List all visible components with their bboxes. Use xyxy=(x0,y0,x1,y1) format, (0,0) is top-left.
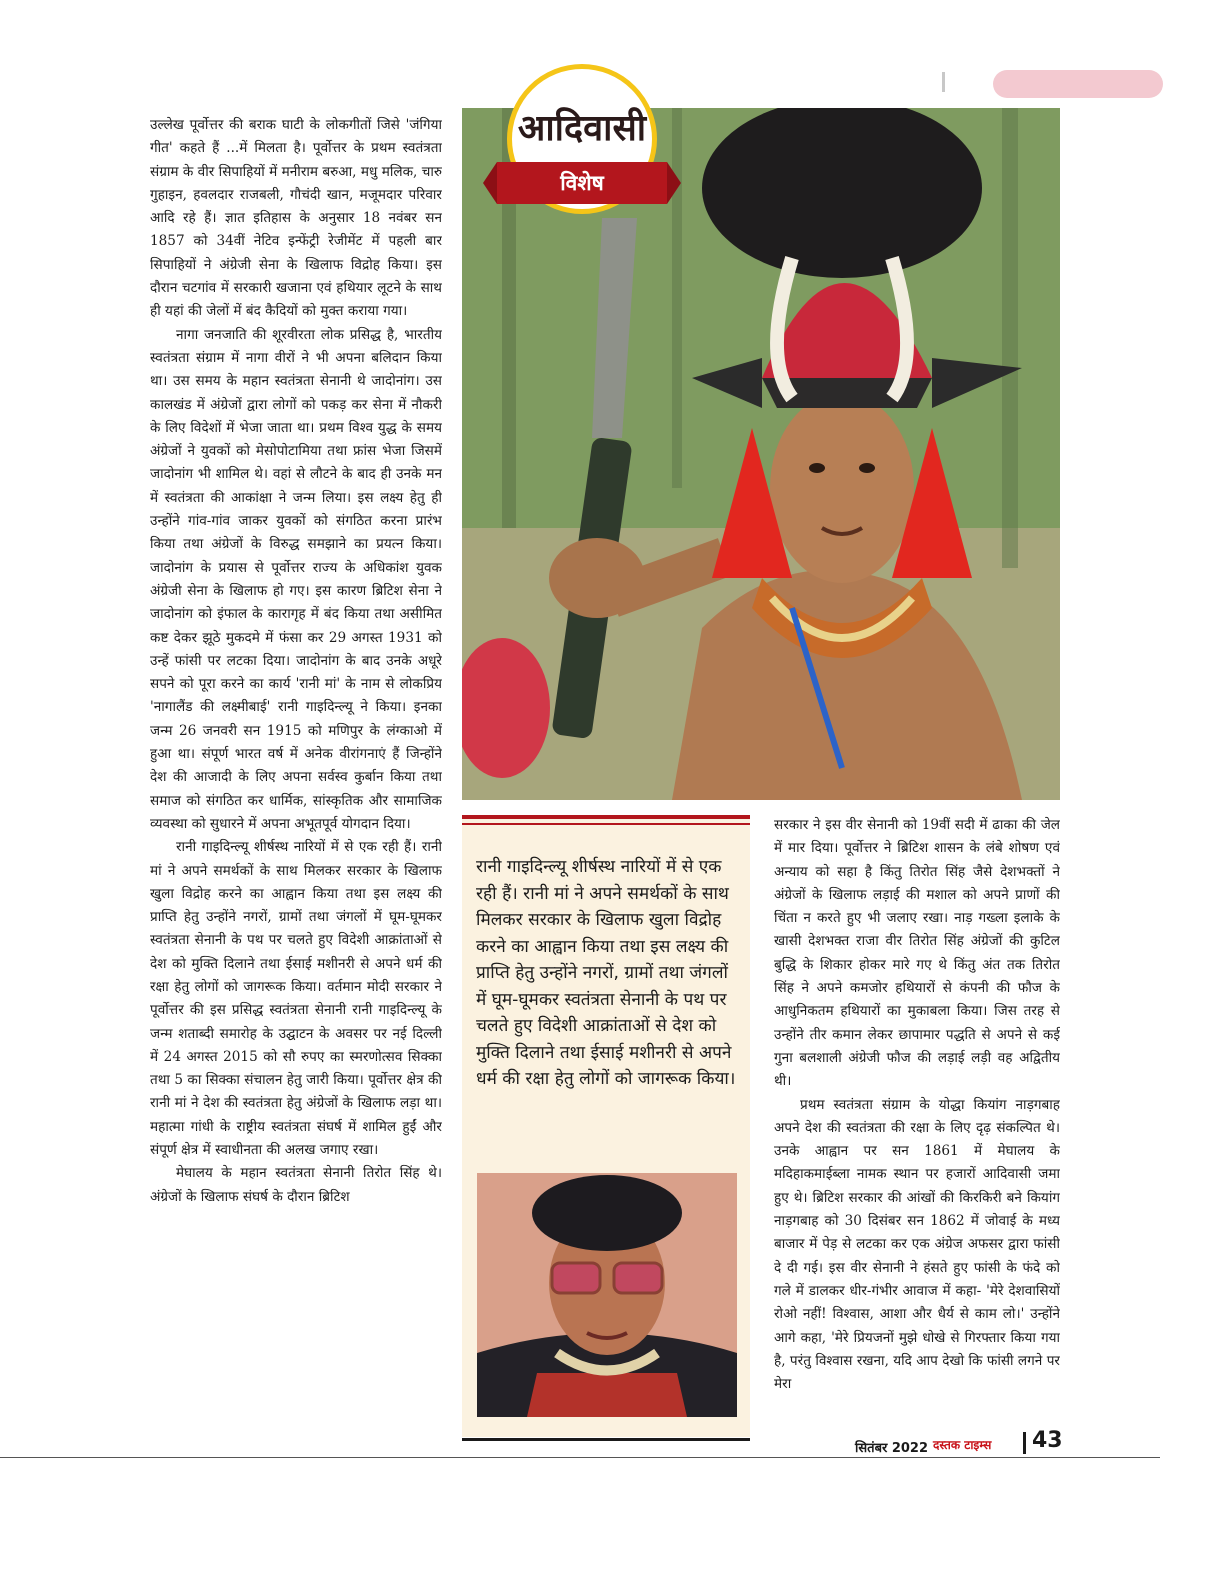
footer-publication-name: दस्तक टाइम्स xyxy=(933,1438,992,1452)
portrait-rani-gaidinliu xyxy=(477,1173,737,1417)
pull-quote-rule xyxy=(462,823,750,825)
article-paragraph: रानी गाइदिन्ल्यू शीर्षस्थ नारियों में से एक रही हैं। रानी मां ने अपने समर्थकों के साथ मिलकर सरकार के खिलाफ खुला विद्रोह करने का आह्वान किया तथा इस लक्ष्य की प्राप्ति हेतु उन्होंने नगरों, ग्रामों तथा जंगलों में घूम-घूमकर स्वतंत्रता सेनानी के पथ पर चलते हुए विदेशी आक्रांताओं से देश को मुक्ति दिलाने तथा ईसाई मशीनरी से अपने धर्म की रक्षा हेतु लोगों को जागरूक किया। वर्तमान मोदी सरकार ने पूर्वोत्तर की इस प्रसिद्ध स्वतंत्रता सेनानी रानी गाइदिन्ल्यू के जन्म शताब्दी समारोह के उद्घाटन के अवसर पर नई दिल्ली में 24 अगस्त 2015 को सौ रुपए का स्मरणोत्सव सिक्का तथा 5 का सिक्का संचालन हेतु जारी किया। पूर्वोत्तर क्षेत्र की रानी मां ने देश की स्वतंत्रता हेतु अंग्रेजों के खिलाफ लड़ा था। महात्मा गांधी के राष्ट्रीय स्वतंत्रता संघर्ष में शामिल हुईं और संपूर्ण क्षेत्र में स्वाधीनता की अलख जगाए रखा। xyxy=(150,839,442,1159)
article-column-right xyxy=(774,814,1060,1446)
section-badge-ribbon: विशेष xyxy=(497,162,667,204)
article-paragraph: नागा जनजाति की शूरवीरता लोक प्रसिद्ध है, भारतीय स्वतंत्रता संग्राम में नागा वीरों ने भी अपना बलिदान किया था। उस समय के महान स्वतंत्रता सेनानी थे जादोनांग। उस कालखंड में अंग्रेजों द्वारा लोगों को पकड़ कर सेना में नौकरी के लिए विदेशों में भेजा जाता था। प्रथम विश्व युद्ध के समय अंग्रेजों ने युवकों को मेसोपोटामिया तथा फ्रांस भेजा जिसमें जादोनांग भी शामिल थे। वहां से लौटने के बाद ही उनके मन में स्वतंत्रता की आकांक्षा ने जन्म लिया। इस लक्ष्य हेतु ही उन्होंने गांव-गांव जाकर युवकों को संगठित करना प्रारंभ किया तथा अंग्रेजों के विरुद्ध समझाने का प्रयत्न किया। जादोनांग के प्रयास से पूर्वोत्तर राज्य के अधिकांश युवक अंग्रेजी सेना के खिलाफ हो गए। इस कारण ब्रिटिश सेना ने जादोनांग को इंफाल के कारागृह में बंद किया तथा असीमित कष्ट देकर झूठे मुकदमे में फंसा कर 29 अगस्त 1931 को उन्हें फांसी पर लटका दिया। जादोनांग के बाद उनके अधूरे सपने को पूरा करने का कार्य 'रानी मां' के नाम से लोकप्रिय 'नागालैंड की लक्ष्मीबाई' रानी गाइदिन्ल्यू ने किया। इनका जन्म 26 जनवरी सन 1915 को मणिपुर के लंग्काओ में हुआ था। संपूर्ण भारत वर्ष में अनेक वीरांगनाएं हैं जिन्होंने देश की आजादी के लिए अपना सर्वस्व कुर्बान किया तथा समाज को संगठित कर धार्मिक, सांस्कृतिक और सामाजिक व्यवस्था को सुधारने में अपना अभूतपूर्व योगदान दिया। xyxy=(150,326,442,832)
article-paragraph: प्रथम स्वतंत्रता संग्राम के योद्धा कियांग नाड़गबाह अपने देश की स्वतंत्रता की रक्षा के लिए दृढ़ संकल्पित थे। उनके आह्वान पर सन 1861 में मेघालय के मदिहाकमाईब्ला नामक स्थान पर हजारों आदिवासी जमा हुए थे। ब्रिटिश सरकार की आंखों की किरकिरी बने कियांग नाड़गबाह को 30 दिसंबर सन 1862 में जोवाई के मध्य बाजार में पेड़ से लटका कर एक अंग्रेज अफसर द्वारा फांसी दे दी गई। इस वीर सेनानी ने हंसते हुए फांसी के फंदे को गले में डालकर धीर-गंभीर आवाज में कहा- 'मेरे देशवासियों रोओ नहीं! विश्वास, आशा और धैर्य से काम लो।' उन्होंने आगे कहा, 'मेरे प्रियजनों मुझे धोखे से गिरफ्तार किया गया है, परंतु विश्वास रखना, यदि आप देखो कि फांसी लगने पर मेरा xyxy=(774,1096,1060,1393)
article-paragraph: उल्लेख पूर्वोत्तर की बराक घाटी के लोकगीतों जिसे 'जंगिया गीत' कहते हैं ...में मिलता है। पूर्वोत्तर के प्रथम स्वतंत्रता संग्राम के वीर सिपाहियों में मनीराम बरुआ, मधु मलिक, चारु गुहाइन, हवलदार राजबली, गौचंदी खान, मजूमदार परिवार आदि रहे हैं। ज्ञात इतिहास के अनुसार 18 नवंबर सन 1857 को 34वीं नेटिव इन्फेंट्री रेजीमेंट में पहली बार सिपाहियों ने अंग्रेजी सेना के खिलाफ विद्रोह किया। इस दौरान चटगांव में सरकारी खजाना एवं हथियार लूटने के साथ ही यहां की जेलों में बंद कैदियों को मुक्त कराया गया। xyxy=(150,117,442,320)
footer-separator xyxy=(1023,1432,1026,1454)
section-tab xyxy=(993,70,1163,98)
pull-quote-rule xyxy=(462,815,750,819)
footer-issue-date: सितंबर 2022 xyxy=(855,1441,929,1456)
pull-quote-text: रानी गाइदिन्ल्यू शीर्षस्थ नारियों में से एक रही हैं। रानी मां ने अपने समर्थकों के साथ मिलकर सरकार के खिलाफ खुला विद्रोह करने का आह्वान किया तथा इस लक्ष्य की प्राप्ति हेतु उन्होंने नगरों, ग्रामों तथा जंगलों में घूम-घूमकर स्वतंत्रता सेनानी के पथ पर चलते हुए विदेशी आक्रांताओं से देश को मुक्ति दिलाने तथा ईसाई मशीनरी से अपने धर्म की रक्षा हेतु लोगों को जागरूक किया। xyxy=(476,857,736,1089)
pull-quote-bottom-rule xyxy=(462,1438,750,1441)
portrait-illustration xyxy=(477,1173,737,1417)
article-paragraph: सरकार ने इस वीर सेनानी को 19वीं सदी में ढाका की जेल में मार दिया। पूर्वोत्तर ने ब्रिटिश शासन के लंबे शोषण एवं अन्याय को सहा है किंतु तिरोत सिंह जैसे देशभक्तों ने अंग्रेजों के खिलाफ लड़ाई की मशाल को अपने प्राणों की चिंता न करते हुए भी जलाए रखा। नाड़ गख्ला इलाके के खासी देशभक्त राजा वीर तिरोत सिंह अंग्रेजों की कुटिल बुद्धि के शिकार होकर मारे गए थे किंतु अंत तक तिरोत सिंह ने अपने कमजोर हथियारों से कंपनी की फौज के आधुनिकतम हथियारों का मुकाबला किया। जिस तरह से उन्होंने तीर कमान लेकर छापामार पद्धति से अपने से कई गुना बलशाली अंग्रेजी फौज की लड़ाई लड़ी वह अद्वितीय थी। xyxy=(774,817,1060,1090)
header-divider xyxy=(942,72,945,92)
footer-rule xyxy=(0,1457,1160,1458)
main-photo-naga-warrior xyxy=(462,108,1060,800)
naga-warrior-illustration xyxy=(462,108,1060,800)
section-badge-title: आदिवासी xyxy=(517,107,647,149)
article-column-left xyxy=(150,114,442,1442)
article-paragraph: मेघालय के महान स्वतंत्रता सेनानी तिरोत सिंह थे। अंग्रेजों के खिलाफ संघर्ष के दौरान ब्रिटिश xyxy=(150,1165,442,1205)
page-number: 43 xyxy=(1032,1428,1063,1453)
